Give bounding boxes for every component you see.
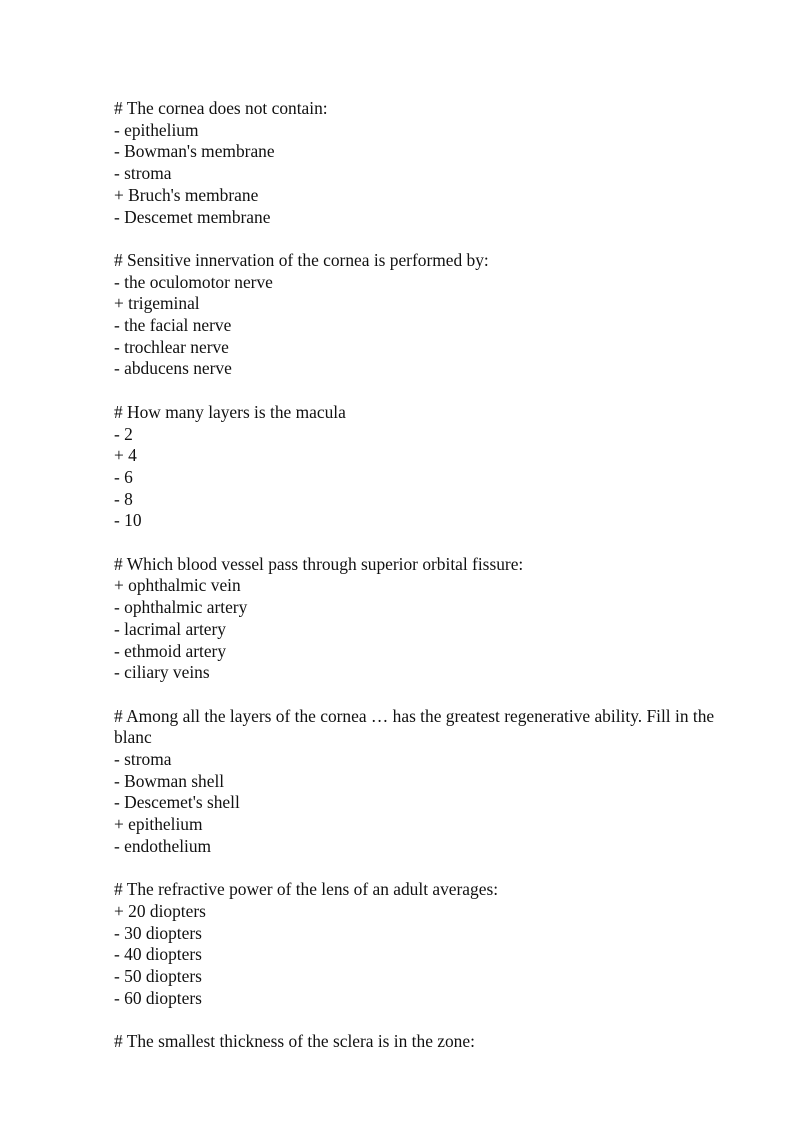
question-3 xyxy=(114,402,754,532)
answer-option: - the oculomotor nerve xyxy=(114,271,273,292)
question-4 xyxy=(114,554,754,684)
question-7 xyxy=(114,1031,754,1053)
question-stem: # Among all the layers of the cornea … has the greatest regenerative ability. Fill in the blanc xyxy=(114,705,715,748)
answer-option: - 30 diopters xyxy=(114,922,202,943)
answer-option: - lacrimal artery xyxy=(114,618,227,639)
answer-option: - Bowman's membrane xyxy=(114,141,275,162)
answer-option: - 6 xyxy=(114,466,133,487)
question-stem: # How many layers is the macula xyxy=(114,401,346,422)
question-stem: # Which blood vessel pass through superior orbital fissure: xyxy=(114,553,524,574)
answer-option: - 8 xyxy=(114,488,133,509)
question-2 xyxy=(114,250,754,380)
answer-option-correct: + 4 xyxy=(114,445,137,466)
question-6 xyxy=(114,879,754,1009)
answer-option: - stroma xyxy=(114,749,172,770)
answer-option: - 2 xyxy=(114,423,133,444)
answer-option: - ophthalmic artery xyxy=(114,597,248,618)
answer-option: - 50 diopters xyxy=(114,966,202,987)
answer-option-correct: + epithelium xyxy=(114,814,203,835)
answer-option: - 60 diopters xyxy=(114,987,202,1008)
answer-option: - the facial nerve xyxy=(114,315,232,336)
answer-option: - stroma xyxy=(114,163,172,184)
answer-option: - endothelium xyxy=(114,835,212,856)
answer-option: - abducens nerve xyxy=(114,358,232,379)
answer-option-correct: + Bruch's membrane xyxy=(114,184,259,205)
question-5 xyxy=(114,706,754,858)
question-list xyxy=(114,98,754,1053)
answer-option: - trochlear nerve xyxy=(114,336,229,357)
question-stem: # Sensitive innervation of the cornea is performed by: xyxy=(114,249,489,270)
answer-option-correct: + ophthalmic vein xyxy=(114,575,241,596)
question-stem: # The cornea does not contain: xyxy=(114,98,328,118)
answer-option: - 40 diopters xyxy=(114,944,202,965)
answer-option: - 10 xyxy=(114,510,142,531)
question-stem: # The refractive power of the lens of an adult averages: xyxy=(114,879,499,900)
answer-option: - Bowman shell xyxy=(114,770,225,791)
answer-option: - epithelium xyxy=(114,119,199,140)
answer-option: - ethmoid artery xyxy=(114,640,227,661)
answer-option: - Descemet's shell xyxy=(114,792,240,813)
answer-option: - ciliary veins xyxy=(114,662,210,683)
answer-option: - Descemet membrane xyxy=(114,206,271,227)
question-1 xyxy=(114,98,754,228)
answer-option-correct: + 20 diopters xyxy=(114,900,206,921)
question-stem: # The smallest thickness of the sclera is in the zone: xyxy=(114,1031,475,1052)
answer-option-correct: + trigeminal xyxy=(114,293,200,314)
